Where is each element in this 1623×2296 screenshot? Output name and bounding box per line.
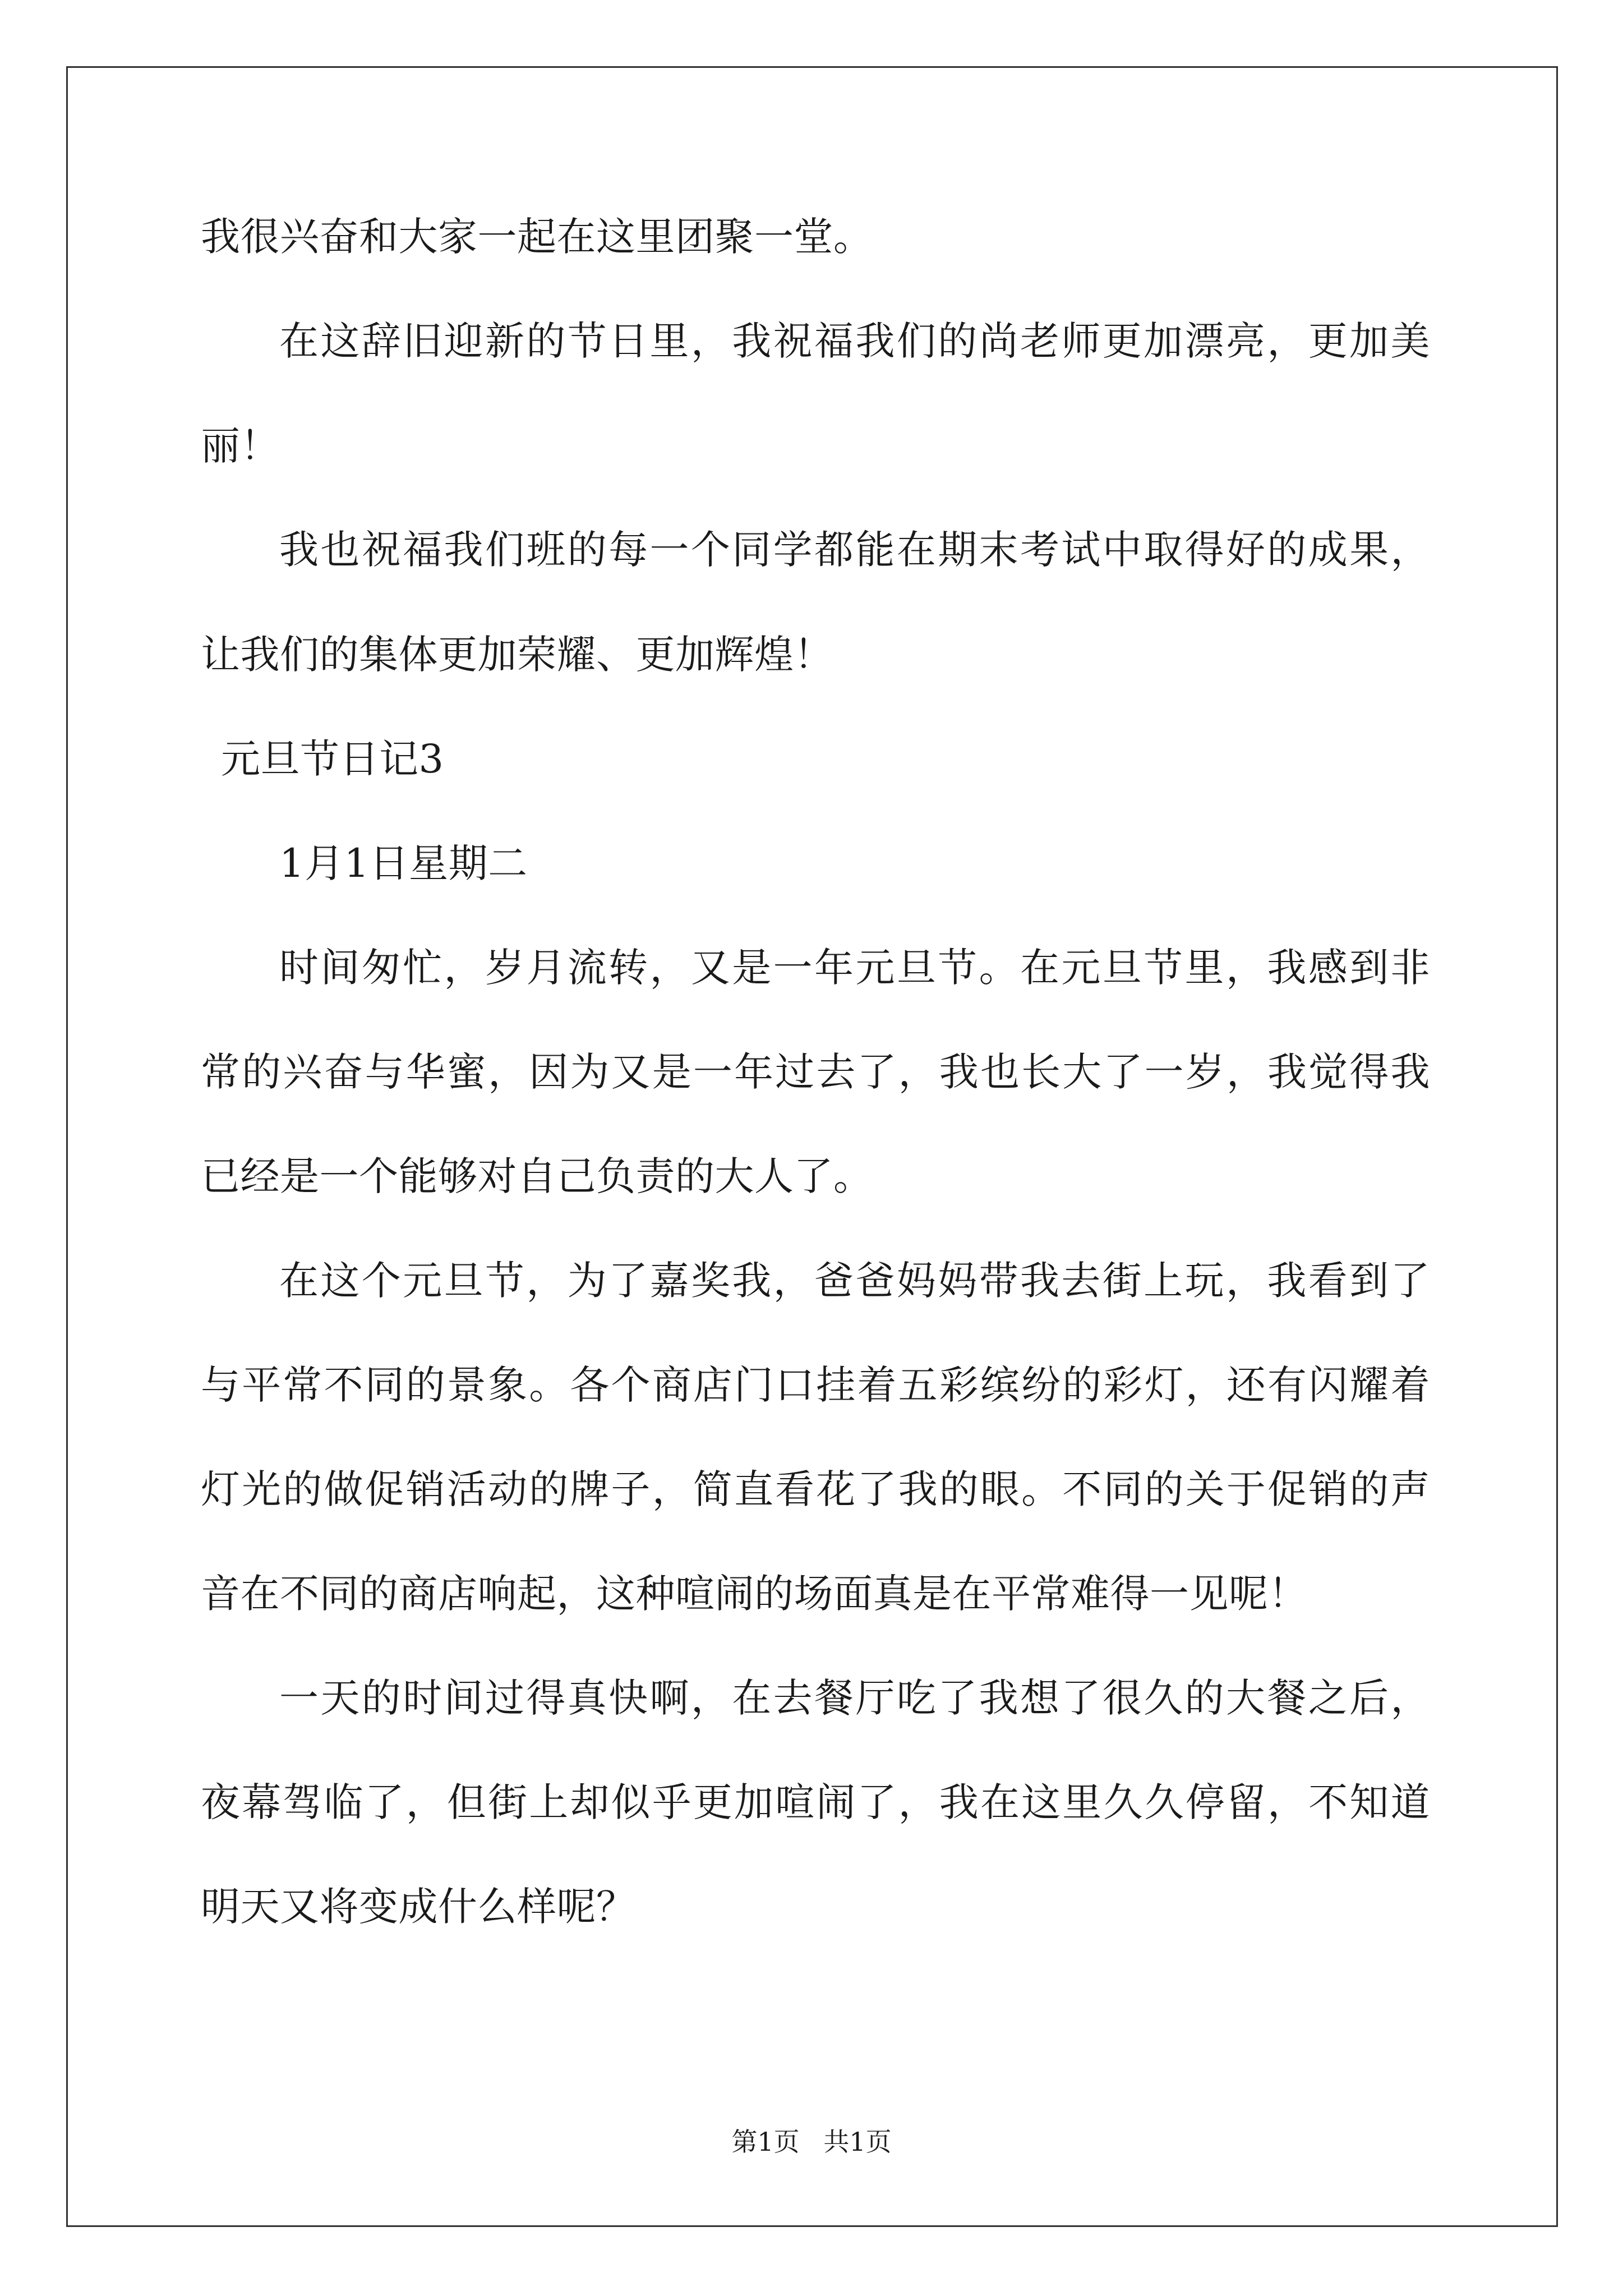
text-line: 时间匆忙，岁月流转，又是一年元旦节。在元旦节里，我感到非 (279, 945, 1430, 991)
text-line: 我也祝福我们班的每一个同学都能在期末考试中取得好的成果， (279, 527, 1430, 573)
page-footer (0, 2125, 1623, 2159)
page-total: 共1页 (823, 2127, 892, 2157)
text-line: 一天的时间过得真快啊，在去餐厅吃了我想了很久的大餐之后， (279, 1675, 1430, 1721)
text-line: 灯光的做促销活动的牌子，简直看花了我的眼。不同的关于促销的声 (201, 1466, 1430, 1512)
section-title: 元旦节日记3 (221, 736, 444, 782)
text-line: 在这个元旦节，为了嘉奖我，爸爸妈妈带我去街上玩，我看到了 (279, 1258, 1430, 1304)
text-line: 常的兴奋与华蜜，因为又是一年过去了，我也长大了一岁，我觉得我 (201, 1049, 1430, 1095)
text-line: 已经是一个能够对自己负责的大人了。 (201, 1153, 873, 1199)
text-line: 丽！ (201, 423, 280, 469)
text-line: 与平常不同的景象。各个商店门口挂着五彩缤纷的彩灯，还有闪耀着 (201, 1362, 1430, 1408)
text-line: 让我们的集体更加荣耀、更加辉煌！ (201, 632, 833, 678)
text-line: 音在不同的商店响起，这种喧闹的场面真是在平常难得一见呢！ (201, 1571, 1308, 1617)
text-line: 我很兴奋和大家一起在这里团聚一堂。 (201, 214, 873, 260)
text-line: 夜幕驾临了，但街上却似乎更加喧闹了，我在这里久久停留，不知道 (201, 1779, 1430, 1825)
diary-date: 1月1日星期二 (279, 840, 528, 886)
text-line: 明天又将变成什么样呢？ (201, 1884, 636, 1930)
document-body (201, 0, 1430, 2019)
text-line: 在这辞旧迎新的节日里，我祝福我们的尚老师更加漂亮，更加美 (279, 318, 1430, 364)
page-number: 第1页 (731, 2127, 800, 2157)
